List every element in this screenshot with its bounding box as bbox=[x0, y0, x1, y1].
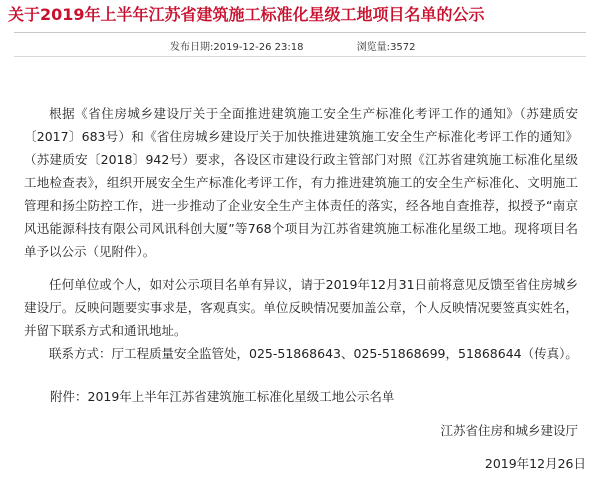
title-divider bbox=[14, 32, 586, 33]
signature: 江苏省住房和城乡建设厅 bbox=[440, 423, 578, 438]
page-title: 关于2019年上半年江苏省建筑施工标准化星级工地项目名单的公示 bbox=[8, 5, 485, 24]
meta-divider bbox=[14, 56, 586, 57]
publish-date-label: 发布日期: bbox=[170, 42, 214, 53]
views-count: 3572 bbox=[390, 42, 416, 53]
notice-body bbox=[24, 102, 578, 365]
publish-meta bbox=[170, 38, 416, 53]
contact-info: 联系方式：厅工程质量安全监管处，025-51868643、025-51868699，51868644（传真）。 bbox=[49, 346, 578, 361]
body-paragraph: 根据《省住房城乡建设厅关于全面推进建筑施工安全生产标准化考评工作的通知》（苏建质安〔2017〕683号）和《省住房城乡建设厅关于加快推进建筑施工安全生产标准化考评工作的通知》（苏建质安〔2018〕942号）要求，各设区市建设行政主管部门对照《江苏省建筑施工标准化星级工地检查表》，组织开展安全生产标准化考评工作，有力推进建筑施工的安全生产标准化、文明施工管理和扬尘防控工作，进一步推动了企业安全生产主体责任的落实，经各地自查推荐，拟授予“南京风迅能源科技有限公司风讯科创大厦”等768个项目为江苏省建筑施工标准化星级工地。现将项目名单予以公示（见附件）。 bbox=[24, 106, 578, 259]
body-paragraph: 任何单位或个人，如对公示项目名单有异议，请于2019年12月31日前将意见反馈至省住房城乡建设厅。反映问题要实事求是，客观真实。单位反映情况要加盖公章，个人反映情况要签真实姓名，并留下联系方式和通讯地址。 bbox=[24, 277, 578, 338]
signature-date: 2019年12月26日 bbox=[484, 456, 586, 471]
publish-date: 2019-12-26 23:18 bbox=[213, 42, 304, 53]
views-label: 浏览量: bbox=[356, 42, 391, 53]
attachment-link[interactable]: 附件：2019年上半年江苏省建筑施工标准化星级工地公示名单 bbox=[50, 389, 395, 404]
